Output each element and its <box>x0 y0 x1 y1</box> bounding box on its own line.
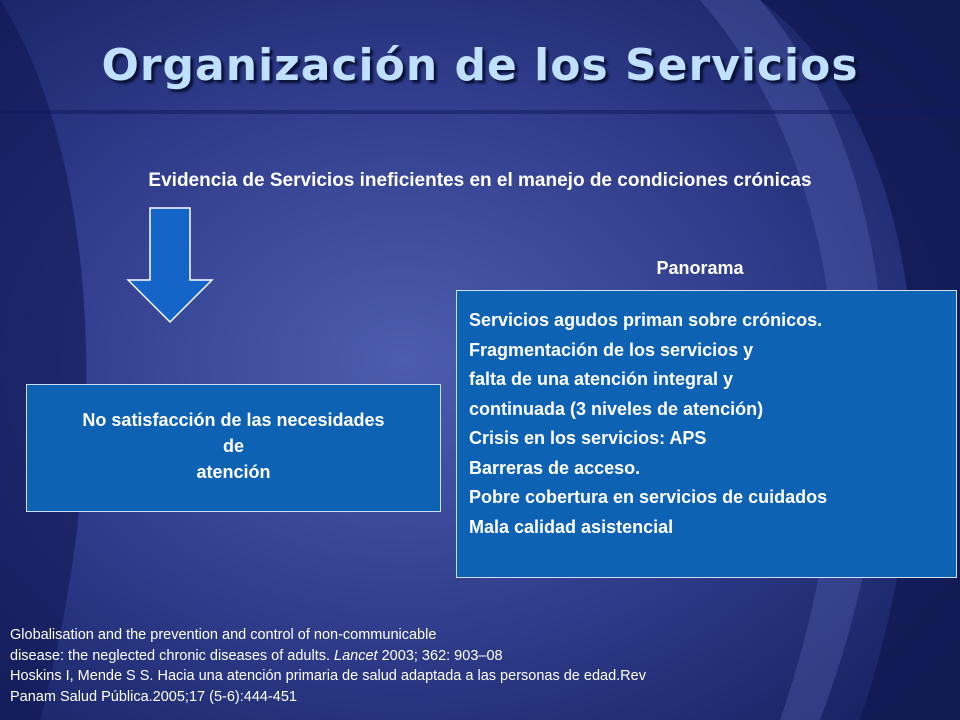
panorama-item: Fragmentación de los servicios y <box>469 339 754 360</box>
references <box>10 625 950 707</box>
reference-line: Panam Salud Pública.2005;17 (5-6):444-451 <box>10 688 297 705</box>
panorama-item: Crisis en los servicios: APS <box>469 428 707 448</box>
unmet-needs-box <box>26 384 441 512</box>
panorama-item: Servicios agudos priman sobre crónicos. <box>469 310 823 330</box>
subtitle: Evidencia de Servicios ineficientes en el manejo de condiciones crónicas <box>148 170 812 191</box>
panorama-box <box>456 290 957 578</box>
reference-text: 2003; 362: 903–08 <box>377 647 503 664</box>
panorama-item: Pobre cobertura en servicios de cuidados <box>469 487 828 507</box>
unmet-needs-line: de <box>222 436 244 456</box>
unmet-needs-line: No satisfacción de las necesidades <box>82 410 385 430</box>
reference-text: disease: the neglected chronic diseases of adults. <box>10 647 335 664</box>
unmet-needs-line: atención <box>196 462 271 482</box>
down-arrow-icon <box>126 206 214 324</box>
reference-line: Hoskins I, Mende S S. Hacia una atención primaria de salud adaptada a las personas de edad.Rev <box>10 668 646 684</box>
panorama-item: Barreras de acceso. <box>469 457 641 478</box>
reference-line: Globalisation and the prevention and control of non-communicable <box>10 627 437 643</box>
panorama-item: Mala calidad asistencial <box>469 516 674 537</box>
journal-name: Lancet <box>334 647 378 664</box>
slide-title: Organización de los Servicios <box>101 40 859 91</box>
panorama-label: Panorama <box>656 258 744 278</box>
reference-line <box>10 646 950 667</box>
panorama-item: falta de una atención integral y <box>469 369 734 389</box>
panorama-item: continuada (3 niveles de atención) <box>469 398 764 419</box>
